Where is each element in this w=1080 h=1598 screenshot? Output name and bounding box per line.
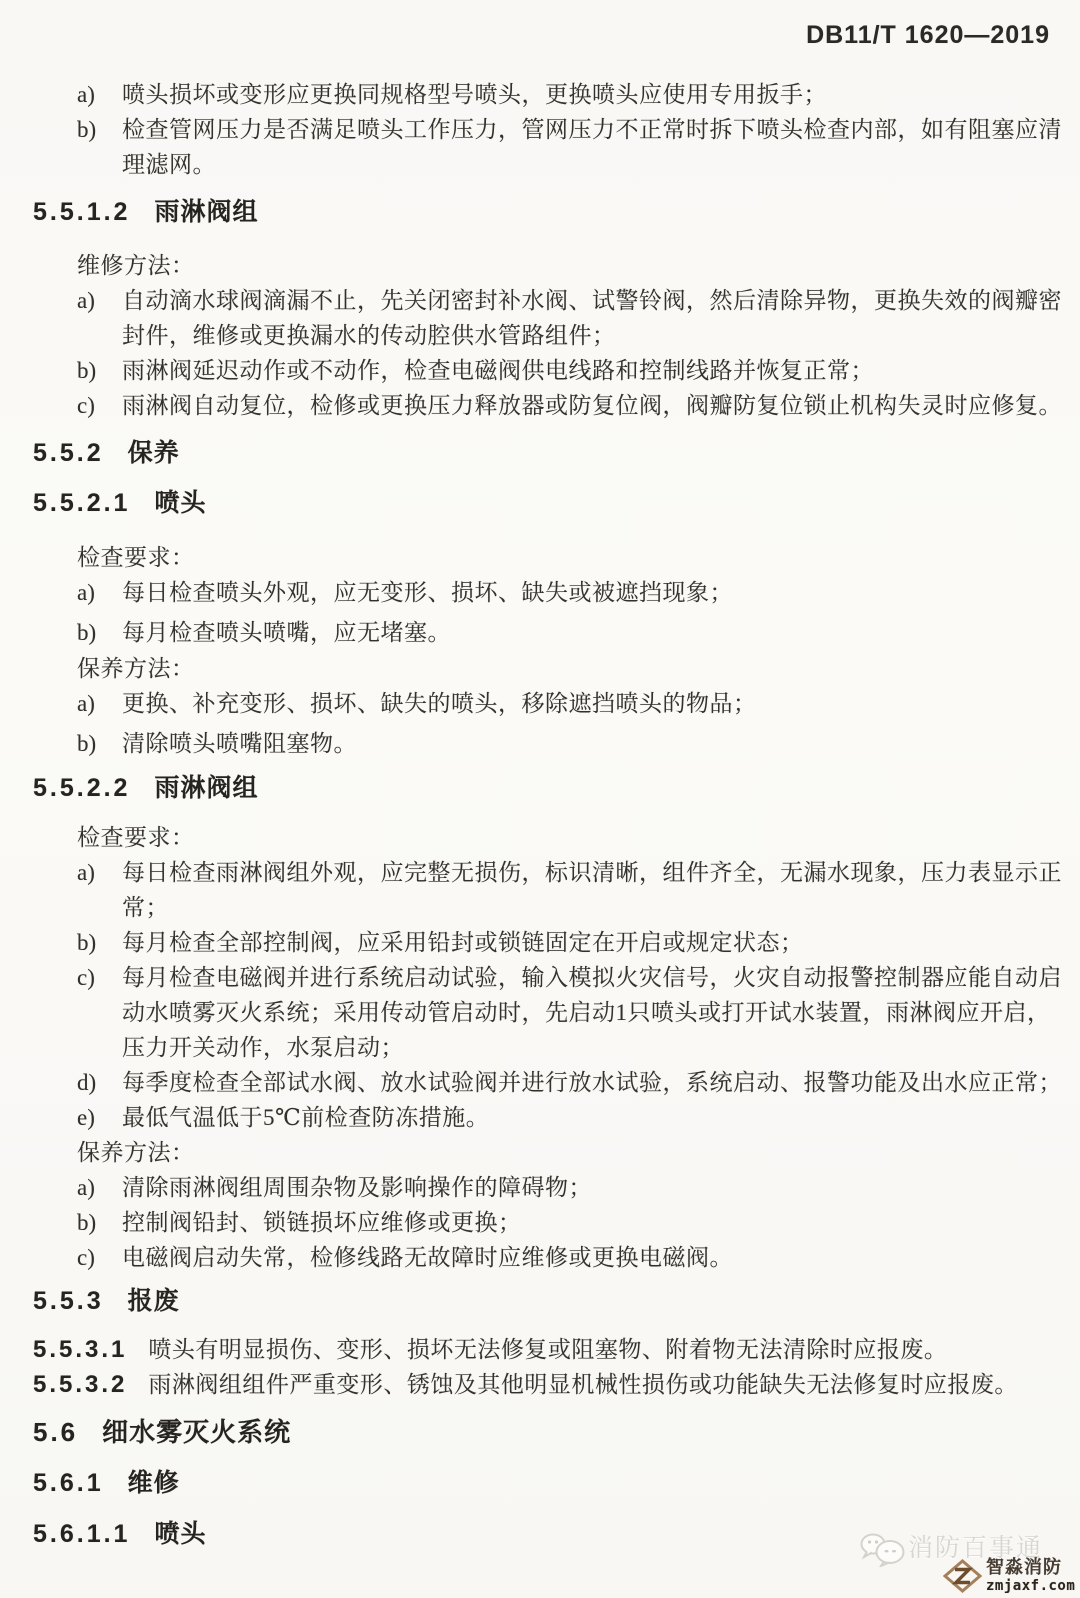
list-item-marker: a) bbox=[77, 288, 95, 313]
heading-title: 保养 bbox=[127, 439, 180, 467]
heading-5-5-1-2 bbox=[33, 197, 1080, 227]
list-item-text: 自动滴水球阀滴漏不止，先关闭密封补水阀、试警铃阀，然后清除异物，更换失效的阀瓣密封件，维修或更换漏水的传动腔供水管路组件； bbox=[122, 288, 1062, 348]
list-item-text: 每日检查雨淋阀组外观，应完整无损伤，标识清晰，组件齐全，无漏水现象，压力表显示正常； bbox=[122, 860, 1062, 920]
list-item-marker: b) bbox=[77, 1210, 97, 1235]
list-item-text: 更换、补充变形、损坏、缺失的喷头，移除遮挡喷头的物品； bbox=[122, 691, 757, 716]
chat-bubbles-icon bbox=[860, 1533, 906, 1572]
page-header bbox=[0, 0, 1080, 50]
list-item bbox=[77, 726, 1080, 761]
list-item bbox=[77, 960, 1080, 1065]
heading-number: 5.5.2.2 bbox=[33, 774, 131, 802]
vendor-name: 智淼消防 bbox=[986, 1557, 1062, 1577]
list-item-marker: d) bbox=[77, 1070, 97, 1095]
heading-title: 喷头 bbox=[154, 489, 207, 517]
list-item-marker: b) bbox=[77, 930, 97, 955]
heading-number: 5.5.2.1 bbox=[33, 489, 131, 517]
list-item-marker: c) bbox=[77, 393, 95, 418]
heading-5-5-2 bbox=[33, 438, 1080, 468]
list-sprinkler-repair bbox=[33, 77, 1080, 182]
list-item bbox=[77, 575, 1080, 610]
list-item-text: 每日检查喷头外观，应无变形、损坏、缺失或被遮挡现象； bbox=[122, 580, 733, 605]
watermark-brand: 消防百事通 bbox=[908, 1534, 1044, 1562]
list-item bbox=[77, 283, 1080, 353]
heading-number: 5.6.1 bbox=[33, 1469, 104, 1497]
label-check-requirements: 检查要求： bbox=[77, 825, 195, 850]
heading-5-6 bbox=[33, 1417, 1080, 1447]
vendor-url: zmjaxf.com bbox=[986, 1578, 1076, 1594]
heading-title: 雨淋阀组 bbox=[154, 198, 259, 226]
heading-number: 5.5.2 bbox=[33, 439, 104, 467]
list-item bbox=[77, 1065, 1080, 1100]
list-item bbox=[77, 615, 1080, 650]
list-item bbox=[77, 77, 1080, 112]
heading-title: 雨淋阀组 bbox=[154, 774, 259, 802]
list-item bbox=[77, 925, 1080, 960]
heading-5-6-1 bbox=[33, 1468, 1080, 1498]
list-item-text: 每月检查喷头喷嘴，应无堵塞。 bbox=[122, 620, 451, 645]
list-item-text: 每季度检查全部试水阀、放水试验阀并进行放水试验，系统启动、报警功能及出水应正常； bbox=[122, 1070, 1062, 1095]
list-item-text: 清除雨淋阀组周围杂物及影响操作的障碍物； bbox=[122, 1175, 592, 1200]
list-item bbox=[77, 1100, 1080, 1135]
heading-title: 维修 bbox=[127, 1469, 180, 1497]
vendor-logo-icon bbox=[943, 1559, 982, 1598]
heading-number: 5.5.3 bbox=[33, 1287, 104, 1315]
clause-text: 喷头有明显损伤、变形、损坏无法修复或阻塞物、附着物无法清除时应报废。 bbox=[148, 1337, 948, 1362]
list-sprinkler-check bbox=[33, 575, 1080, 650]
list-rain-valve-repair bbox=[33, 283, 1080, 423]
list-item-marker: b) bbox=[77, 620, 97, 645]
list-item-marker: c) bbox=[77, 965, 95, 990]
heading-5-5-3 bbox=[33, 1286, 1080, 1316]
list-sprinkler-maint bbox=[33, 686, 1080, 761]
list-item bbox=[77, 388, 1080, 423]
document-content bbox=[0, 77, 1080, 1549]
heading-title: 报废 bbox=[127, 1287, 180, 1315]
list-item-marker: c) bbox=[77, 1245, 95, 1270]
heading-5-5-2-1 bbox=[33, 488, 1080, 518]
label-maintain-method: 保养方法： bbox=[77, 656, 195, 681]
list-item bbox=[77, 112, 1080, 182]
list-item-marker: b) bbox=[77, 358, 97, 383]
list-item-marker: a) bbox=[77, 580, 95, 605]
list-item-marker: a) bbox=[77, 82, 95, 107]
heading-5-5-2-2 bbox=[33, 773, 1080, 803]
list-rain-valve-check bbox=[33, 855, 1080, 1135]
list-item-marker: a) bbox=[77, 691, 95, 716]
list-item-marker: b) bbox=[77, 117, 97, 142]
heading-number: 5.6.1.1 bbox=[33, 1520, 131, 1548]
list-item bbox=[77, 1170, 1080, 1205]
label-repair-method: 维修方法： bbox=[77, 253, 195, 278]
heading-title: 细水雾灭火系统 bbox=[102, 1417, 292, 1447]
list-item bbox=[77, 855, 1080, 925]
list-item bbox=[77, 1205, 1080, 1240]
list-item-text: 电磁阀启动失常，检修线路无故障时应维修或更换电磁阀。 bbox=[122, 1245, 733, 1270]
label-check-requirements: 检查要求： bbox=[77, 545, 195, 570]
clause-number: 5.5.3.2 bbox=[33, 1371, 128, 1398]
list-item-marker: a) bbox=[77, 1175, 95, 1200]
list-item-marker: e) bbox=[77, 1105, 95, 1130]
list-item-text: 雨淋阀自动复位，检修或更换压力释放器或防复位阀，阀瓣防复位锁止机构失灵时应修复。 bbox=[122, 393, 1062, 418]
list-rain-valve-maint bbox=[33, 1170, 1080, 1275]
list-item-marker: a) bbox=[77, 860, 95, 885]
list-item-text: 最低气温低于5℃前检查防冻措施。 bbox=[122, 1105, 490, 1130]
list-item bbox=[77, 686, 1080, 721]
list-item-text: 检查管网压力是否满足喷头工作压力，管网压力不正常时拆下喷头检查内部，如有阻塞应清理滤网。 bbox=[122, 117, 1062, 177]
list-item-text: 每月检查电磁阀并进行系统启动试验，输入模拟火灾信号，火灾自动报警控制器应能自动启动水喷雾灭火系统；采用传动管启动时，先启动1只喷头或打开试水装置，雨淋阀应开启，压力开关动作，水泵启动； bbox=[122, 965, 1062, 1060]
list-item-text: 清除喷头喷嘴阻塞物。 bbox=[122, 731, 357, 756]
list-item bbox=[77, 353, 1080, 388]
label-maintain-method: 保养方法： bbox=[77, 1140, 195, 1165]
list-item-text: 雨淋阀延迟动作或不动作，检查电磁阀供电线路和控制线路并恢复正常； bbox=[122, 358, 874, 383]
list-item-text: 控制阀铅封、锁链损坏应维修或更换； bbox=[122, 1210, 522, 1235]
heading-title: 喷头 bbox=[154, 1520, 207, 1548]
list-item-marker: b) bbox=[77, 731, 97, 756]
heading-number: 5.6 bbox=[33, 1417, 79, 1447]
standard-number: DB11/T 1620—2019 bbox=[806, 21, 1050, 49]
clause-number: 5.5.3.1 bbox=[33, 1336, 128, 1363]
clause-text: 雨淋阀组组件严重变形、锈蚀及其他明显机械性损伤或功能缺失无法修复时应报废。 bbox=[148, 1372, 1018, 1397]
heading-number: 5.5.1.2 bbox=[33, 198, 131, 226]
list-item bbox=[77, 1240, 1080, 1275]
list-item-text: 每月检查全部控制阀，应采用铅封或锁链固定在开启或规定状态； bbox=[122, 930, 804, 955]
clause-5-5-3-2 bbox=[33, 1367, 1080, 1402]
list-item-text: 喷头损坏或变形应更换同规格型号喷头，更换喷头应使用专用扳手； bbox=[122, 82, 827, 107]
clause-5-5-3-1 bbox=[33, 1332, 1080, 1367]
